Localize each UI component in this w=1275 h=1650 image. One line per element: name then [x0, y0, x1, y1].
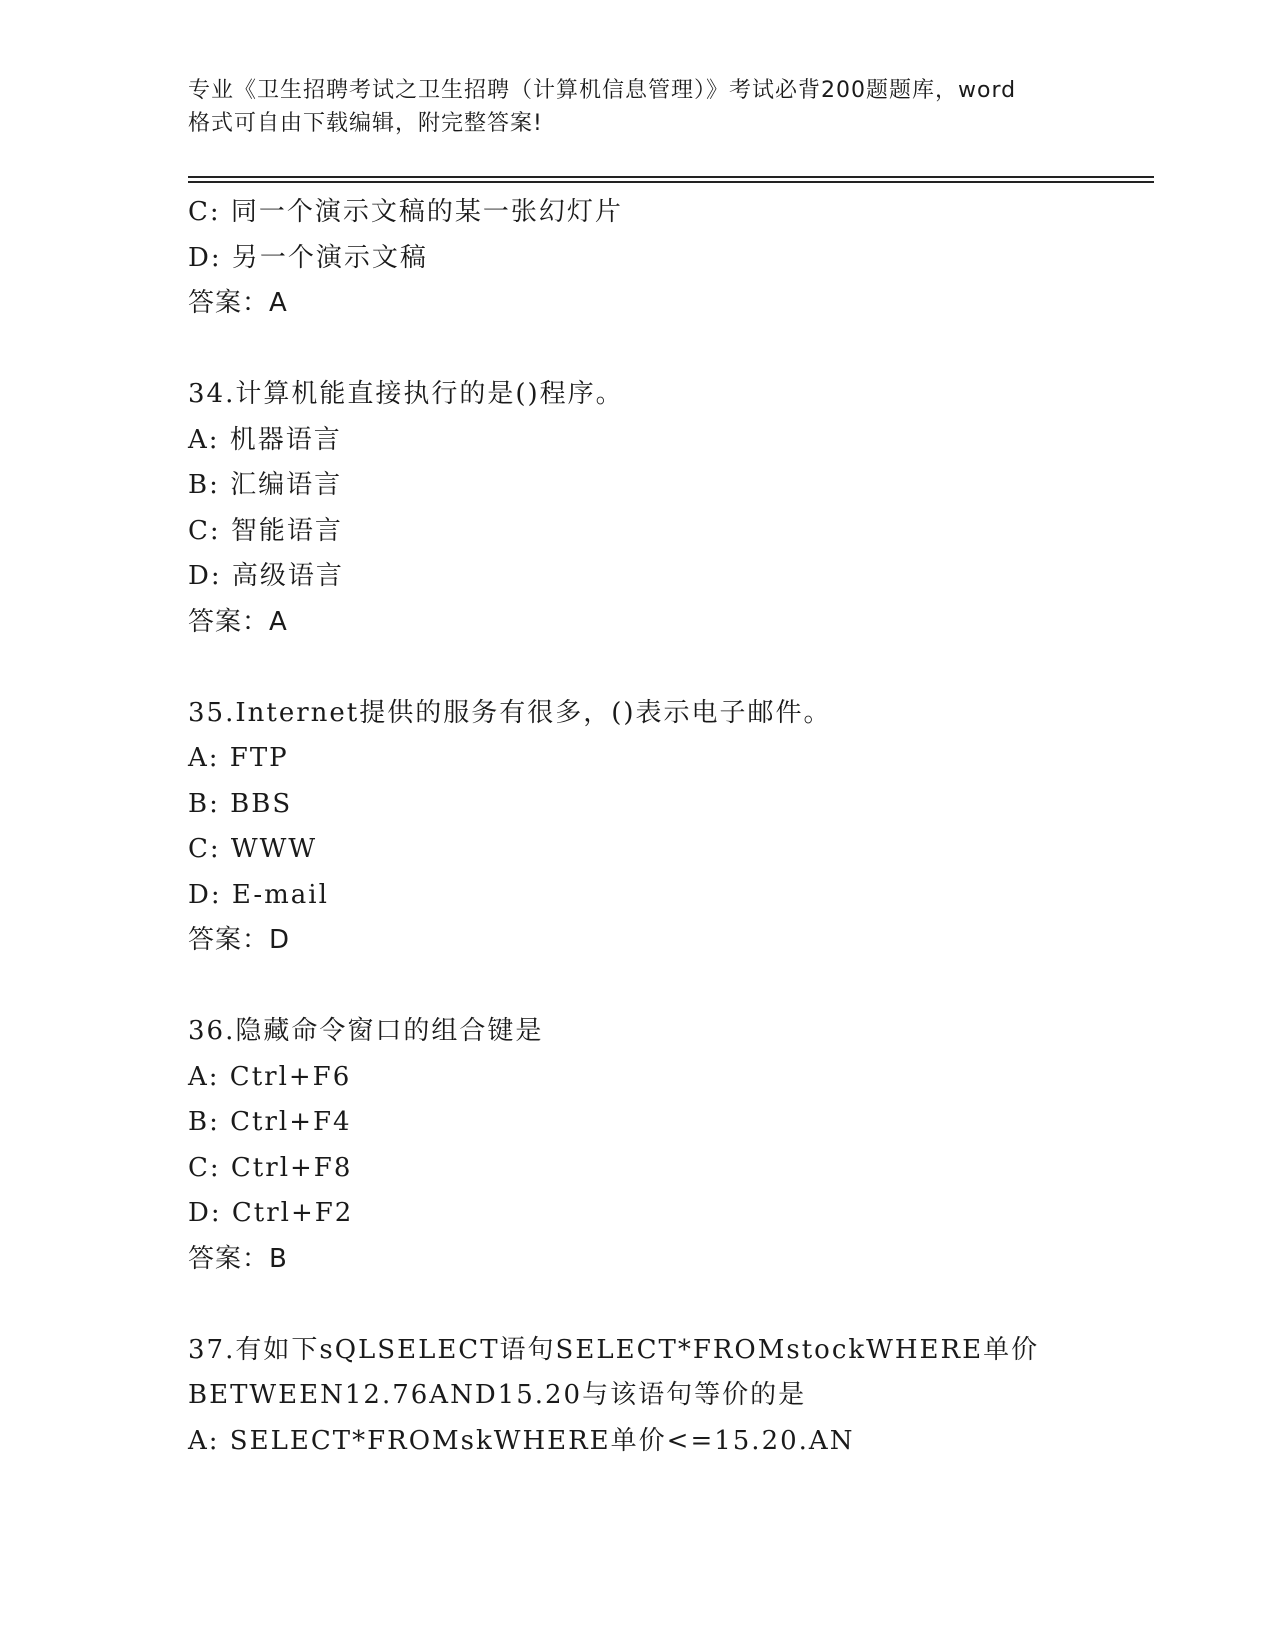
option-d: D: 高级语言 — [188, 561, 344, 591]
option-d: D: 另一个演示文稿 — [188, 242, 428, 273]
option-a: A: 机器语言 — [188, 424, 342, 455]
option-a: A: Ctrl+F6 — [188, 1061, 352, 1092]
header-title-line-1: 专业《卫生招聘考试之卫生招聘（计算机信息管理）》考试必背200题题库，word — [188, 78, 1017, 103]
option-c: C: Ctrl+F8 — [188, 1152, 353, 1183]
option-b: B: Ctrl+F4 — [188, 1107, 352, 1137]
option-c: C: WWW — [188, 834, 318, 864]
question-stem: 36.隐藏命令窗口的组合键是 — [188, 1016, 544, 1046]
option-d: D: E-mail — [188, 879, 329, 910]
option-b: B: 汇编语言 — [188, 470, 343, 500]
option-a: A: SELECT*FROMskWHERE单价<=15.20.AN — [188, 1425, 855, 1456]
question-35 — [188, 691, 1148, 964]
question-stem: 35.Internet提供的服务有很多，()表示电子邮件。 — [188, 697, 832, 728]
question-34 — [188, 372, 1148, 645]
spacer — [188, 1282, 1148, 1328]
question-stem-line-1: 37.有如下sQLSELECT语句SELECT*FROMstockWHERE单价 — [188, 1334, 1040, 1365]
option-b: B: BBS — [188, 788, 293, 819]
question-36 — [188, 1009, 1148, 1282]
header-title-line-2: 格式可自由下载编辑，附完整答案! — [188, 111, 543, 136]
header-divider-bottom — [188, 181, 1154, 183]
spacer — [188, 645, 1148, 691]
header-divider-top — [188, 176, 1154, 178]
answer-line: 答案：B — [188, 1243, 288, 1274]
question-33-continued — [188, 190, 1148, 327]
answer-line: 答案：D — [188, 925, 291, 955]
question-list — [188, 190, 1148, 1464]
question-stem: 34.计算机能直接执行的是()程序。 — [188, 379, 624, 409]
spacer — [188, 964, 1148, 1010]
question-37 — [188, 1328, 1148, 1465]
option-c: C: 同一个演示文稿的某一张幻灯片 — [188, 197, 623, 227]
answer-line: 答案：A — [188, 288, 288, 318]
answer-line: 答案：A — [188, 606, 288, 637]
spacer — [188, 327, 1148, 373]
option-a: A: FTP — [188, 743, 289, 773]
option-d: D: Ctrl+F2 — [188, 1198, 354, 1228]
document-header — [188, 74, 1088, 140]
option-c: C: 智能语言 — [188, 515, 343, 546]
question-stem-line-2: BETWEEN12.76AND15.20与该语句等价的是 — [188, 1380, 807, 1410]
